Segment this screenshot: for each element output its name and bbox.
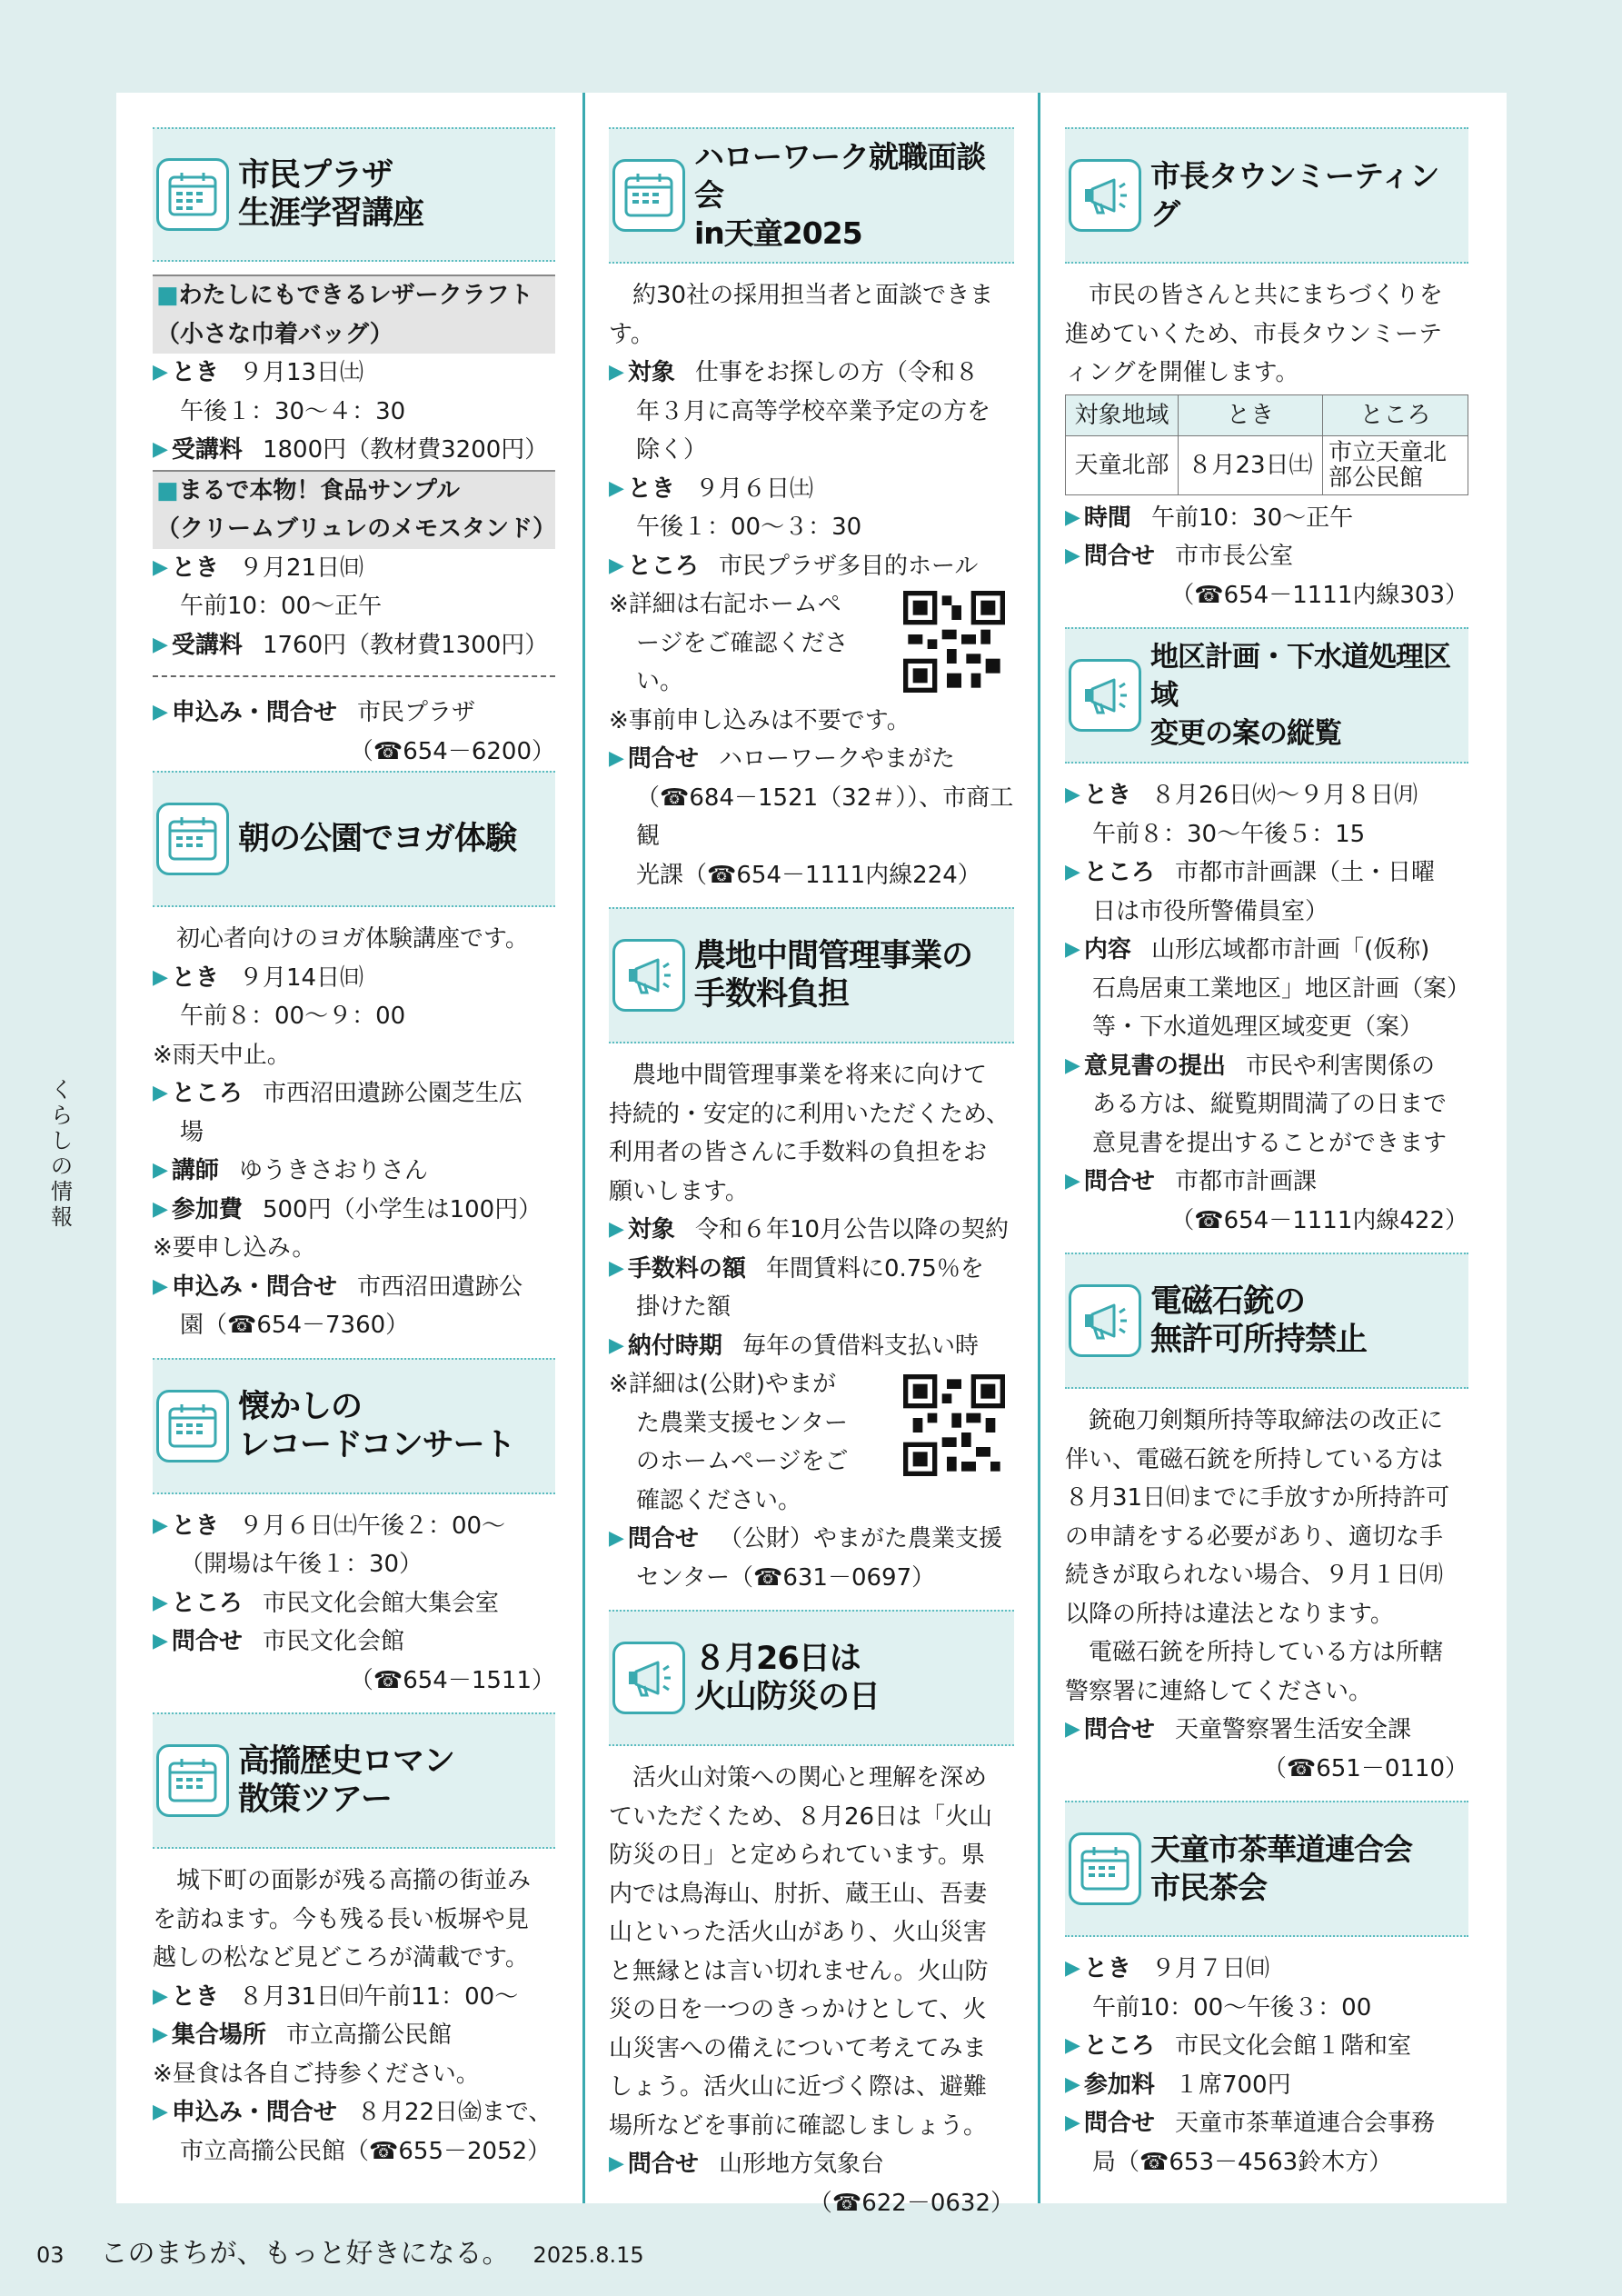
article-header xyxy=(1065,1801,1468,1937)
article-header xyxy=(1065,627,1468,764)
article-title: 高擶歴史ロマン 散策ツアー xyxy=(238,1743,455,1818)
article-header xyxy=(153,127,555,262)
column-divider xyxy=(582,93,585,2203)
section-side-label: くらしの情報 xyxy=(51,1077,73,1230)
column-1: 市民プラザ 生涯学習講座 ■わたしにもできるレザークラフト （小さな巾着バッグ） ▶ とき ９月13日㈯ 午後１：30～４：30 ▶ 受講料 1800円（教材費3200円） ■まるで本物！食品サンプル （クリームブリュレのメモスタンド） ▶ とき ９月21日㈰ 午前10：00～正午 ▶ 受講料 1760円（教材費1300円） ▶ 申込み・問合せ 市民プラザ （☎654－6200） 朝の公園でヨガ体験 初心者向けのヨガ体験講座です。 ▶ とき ９月14日㈰ 午前８：00～９：00 ※雨天中止。 ▶ ところ 市西沼田遺跡公園芝生広 場 ▶ 講師 ゆうきさおりさん ▶ 参加費 500円（小学生は100円） ※要申し込み。 ▶ 申込み・問合せ 市西沼田遺跡公 園（☎654－7360） 懐かしの レコードコンサート ▶ とき ９月６日㈯午後２：00～ （開場は午後１：30） ▶ ところ 市民文化会館大集会室 ▶ 問合せ 市民文化会館 （☎654－1511） 高擶歴史ロマン 散策ツアー 城下町の面影が残る高擶の街並み を訪ねます。今も残る長い板塀や見 越しの松など見どころが満載です。 ▶ とき ８月31日㈰午前11：00～ ▶ 集合場所 市立高擶公民館 ※昼食は各自ご持参ください。 ▶ 申込み・問合せ ８月22日㈮まで、 市立高擶公民館（☎655－2052） xyxy=(153,127,555,2171)
megaphone-icon xyxy=(1069,659,1141,732)
phone-number: （☎654－6200） xyxy=(349,737,555,765)
phone-number: （☎622－0632） xyxy=(808,2189,1014,2217)
megaphone-icon xyxy=(1069,1284,1141,1357)
article-title: 市長タウンミーティング xyxy=(1150,158,1439,232)
article-header xyxy=(609,907,1014,1043)
phone-number: （☎654－1111内線422） xyxy=(1170,1206,1468,1234)
article-title: ハローワーク就職面談会 in天童2025 xyxy=(694,139,985,251)
column-2: ハローワーク就職面談会 in天童2025 約30社の採用担当者と面談できま す。 ▶ 対象 仕事をお探しの方（令和８ 年３月に高等学校卒業予定の方を 除く） ▶ とき ９月６日㈯ 午後１：00～３：30 ▶ ところ 市民プラザ多目的ホール ※詳細は右記ホームペ ージをご確認くださ い。 ※事前申し込みは不要です。 ▶ 問合せ ハローワークやまがた （☎684－1521（32＃））、市商工観 光課（☎654－1111内線224） 農地中間管理事業の 手数料負担 農地中間管理事業を将来に向けて 持続的・安定的に利用いただくため、 利用者の皆さんに手数料の負担をお 願いします。 ▶ 対象 令和６年10月公告以降の契約 ▶ 手数料の額 年間賃料に0.75％を 掛けた額 ▶ 納付時期 毎年の賃借料支払い時 ※詳細は(公財)やまが た農業支援センター のホームページをご 確認ください。 ▶ 問合せ （公財）やまがた農業支援 センター（☎631－0697） ８月26日は 火山防災の日 活火山対策への関心と理解を深め ていただくため、８月26日は「火山 防災の日」と定められています。県 内では鳥海山、肘折、蔵王山、吾妻 山といった活火山があり、火山災害 と無縁とは言い切れません。火山防 災の日を一つのきっかけとして、火 山災害への備えについて考えてみま しょう。活火山に近づく際は、避難 場所などを事前に確認しましょう。 ▶ 問合せ 山形地方気象台 （☎622－0632） xyxy=(609,127,1014,2222)
qr-code-icon[interactable] xyxy=(903,591,1005,693)
phone-number: （☎651－0110） xyxy=(1262,1754,1468,1782)
subsection-heading: ■まるで本物！食品サンプル （クリームブリュレのメモスタンド） xyxy=(153,470,555,549)
article-title: 天童市茶華道連合会 市民茶会 xyxy=(1150,1832,1412,1905)
article-header xyxy=(609,127,1014,264)
phone-number: （☎654－1511） xyxy=(349,1666,555,1694)
article-header xyxy=(1065,127,1468,264)
qr-code-icon[interactable] xyxy=(903,1374,1005,1476)
megaphone-icon xyxy=(1069,159,1141,232)
calendar-icon xyxy=(156,158,229,231)
article-header xyxy=(609,1610,1014,1746)
article-header xyxy=(153,1712,555,1849)
calendar-icon xyxy=(1069,1832,1141,1905)
footer-slogan: このまちが、もっと好きになる。 xyxy=(100,2238,510,2270)
column-divider xyxy=(1038,93,1040,2203)
schedule-table: 対象地域 とき ところ 天童北部 ８月23日㈯ 市立天童北部公民館 xyxy=(1065,394,1468,495)
article-title: 電磁石銃の 無許可所持禁止 xyxy=(1150,1283,1368,1358)
calendar-icon xyxy=(612,159,685,232)
article-title: 朝の公園でヨガ体験 xyxy=(238,821,517,857)
subsection-heading: ■わたしにもできるレザークラフト （小さな巾着バッグ） xyxy=(153,275,555,354)
page-number: 03 xyxy=(36,2242,65,2268)
article-title: 市民プラザ 生涯学習講座 xyxy=(238,157,424,232)
divider xyxy=(153,675,555,677)
issue-date: 2025.8.15 xyxy=(532,2242,644,2268)
calendar-icon xyxy=(156,1390,229,1462)
article-title: 農地中間管理事業の 手数料負担 xyxy=(694,938,973,1013)
page-footer xyxy=(36,2231,644,2271)
phone-number: （☎654－1111内線303） xyxy=(1170,581,1468,609)
article-header xyxy=(153,771,555,907)
article-header xyxy=(153,1358,555,1494)
article-title: 地区計画・下水道処理区域 変更の案の縦覧 xyxy=(1150,641,1450,750)
article-header xyxy=(1065,1253,1468,1389)
megaphone-icon xyxy=(612,939,685,1012)
column-3: 市長タウンミーティング 市民の皆さんと共にまちづくりを 進めていくため、市長タウンミーテ ィングを開催します。 対象地域 とき ところ 天童北部 ８月23日㈯ 市立天童北部公民館 ▶ 時間 午前10：30～正午 ▶ 問合せ 市市長公室 （☎654－1111内線303） 地区計画・下水道処理区域 変更の案の縦覧 ▶ とき ８月26日㈫～９月８日㈪ 午前８：30～午後５：15 ▶ ところ 市都市計画課（土・日曜 日は市役所警備員室） ▶ 内容 山形広域都市計画「(仮称) 石鳥居東工業地区」地区計画（案） 等・下水道処理区域変更（案） ▶ 意見書の提出 市民や利害関係の ある方は、縦覧期間満了の日まで 意見書を提出することができます ▶ 問合せ 市都市計画課 （☎654－1111内線422） 電磁石銃の 無許可所持禁止 銃砲刀剣類所持等取締法の改正に 伴い、電磁石銃を所持している方は ８月31日㈰までに手放すか所持許可 の申請をする必要があり、適切な手 続きが取られない場合、９月１日㈪ 以降の所持は違法となります。 電磁石銃を所持している方は所轄 警察署に連絡してください。 ▶ 問合せ 天童警察署生活安全課 （☎651－0110） 天童市茶華道連合会 市民茶会 ▶ とき ９月７日㈰ 午前10：00～午後３：00 ▶ ところ 市民文化会館１階和室 ▶ 参加料 １席700円 ▶ 問合せ 天童市茶華道連合会事務 局（☎653－4563鈴木方） xyxy=(1065,127,1468,2181)
article-title: 懐かしの レコードコンサート xyxy=(238,1388,515,1463)
article-title: ８月26日は 火山防災の日 xyxy=(694,1641,881,1715)
calendar-icon xyxy=(156,803,229,875)
calendar-icon xyxy=(156,1744,229,1817)
megaphone-icon xyxy=(612,1642,685,1714)
